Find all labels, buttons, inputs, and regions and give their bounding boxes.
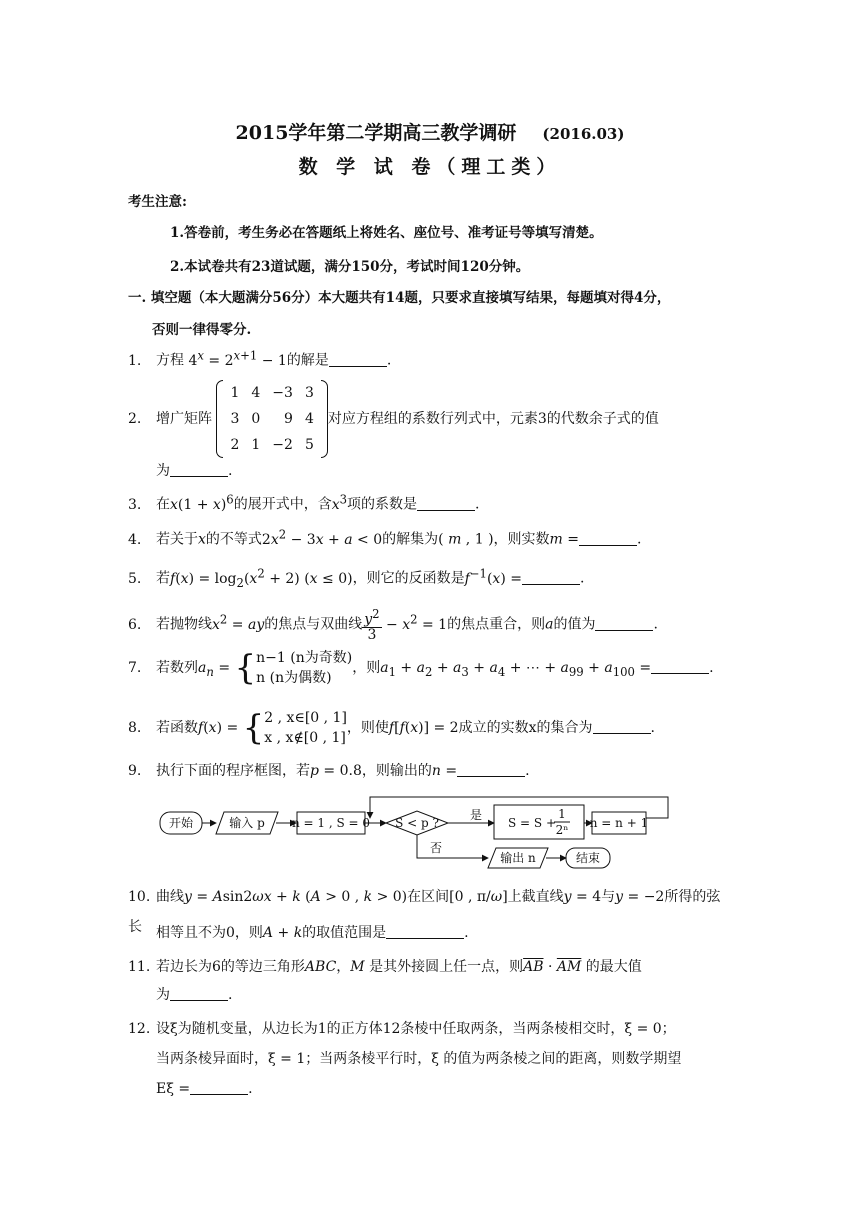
brace-icon: { xyxy=(234,648,257,688)
q8-function: f(x) = xyxy=(198,720,243,736)
output-label: 输出 n xyxy=(500,851,536,865)
question-number: 2. xyxy=(128,411,142,427)
question-number: 3. xyxy=(128,496,142,513)
q2-text-post: 对应方程组的系数行列式中，元素3的代数余子式的值 xyxy=(327,411,659,427)
answer-blank[interactable] xyxy=(457,760,525,777)
section-title-line1: 一. 填空题（本大题满分56分）本大题共有14题，只要求直接填写结果，每题填对得4分， xyxy=(128,290,671,306)
answer-blank[interactable] xyxy=(170,460,228,477)
q8-cases: 2 , x∈[0 , 1] x , x∉[0 , 1] xyxy=(264,710,347,746)
exam-title xyxy=(0,118,860,145)
q6-text-mid2: 的焦点重合，则 xyxy=(447,616,546,633)
question-10-line2: 相等且不为0，则A + k的取值范围是 . xyxy=(128,918,733,948)
q6-text-post: 的值为 xyxy=(553,616,596,633)
exam-date: (2016.03) xyxy=(542,125,625,143)
q12-line2: 当两条棱异面时，ξ = 1；当两条棱平行时，ξ 的值为两条棱之间的距离，则数学期望 xyxy=(156,1051,682,1067)
q10-text-mid3: 与 xyxy=(601,889,616,905)
section-title-line2: 否则一律得零分. xyxy=(152,322,252,338)
question-number: 1. xyxy=(128,352,142,369)
yes-label: 是 xyxy=(469,808,483,822)
q10-text: 曲线 xyxy=(156,889,184,905)
answer-blank[interactable] xyxy=(593,717,651,734)
q1-text-post: 的解是 xyxy=(286,352,329,369)
condition-label: S < p ? xyxy=(395,816,439,830)
q10-text-mid1: 在区间 xyxy=(407,889,450,905)
q4-formula: $2x^2 - 3x + a < 0$ xyxy=(261,527,383,548)
augmented-matrix: 1 4 −3 3 3 0 9 4 2 1 −2 5 xyxy=(216,380,327,458)
q10-text-mid4: 所得的弦长 xyxy=(128,889,721,935)
question-2 xyxy=(128,380,733,458)
q12-line1: 设ξ为随机变量，从边长为1的正方体12条棱中任取两条，当两条棱相交时，ξ = 0； xyxy=(156,1021,676,1037)
update-label: S = S + xyxy=(508,816,556,830)
q2-text: 增广矩阵 xyxy=(156,411,212,427)
q7-sequence: $a_n$ = xyxy=(198,660,235,679)
q4-text-mid2: 的解集为 xyxy=(382,531,439,548)
q1-formula: $4^x = 2^{x+1} - 1$ xyxy=(188,348,287,369)
q5-text-mid: ，则它的反函数是 xyxy=(352,570,465,587)
q5-inverse: $f^{-1}(x)$ = xyxy=(464,566,522,587)
q4-text: 若关于 xyxy=(156,531,198,548)
q1-text: 方程 xyxy=(156,352,184,369)
question-12-line2 xyxy=(128,1044,733,1074)
input-label: 输入 p xyxy=(229,816,265,830)
q6-text-mid1: 的焦点与双曲线 xyxy=(264,616,363,633)
q3-text-mid: 的展开式中，含 xyxy=(233,496,332,513)
q3-text: 在 xyxy=(156,496,170,513)
question-number: 12. xyxy=(128,1021,151,1037)
answer-blank[interactable] xyxy=(651,657,709,674)
exam-subtitle: 数 学 试 卷（理工类） xyxy=(298,156,562,178)
q10-line2: y = −2 xyxy=(615,889,665,905)
q9-text-mid: ，则输出的 xyxy=(361,763,432,779)
question-number: 4. xyxy=(128,531,142,548)
question-number: 6. xyxy=(128,616,142,633)
init-label: n = 1 , S = 0 xyxy=(291,816,371,830)
q6-parabola: $x^2$ = ay xyxy=(212,612,265,633)
question-7: 7. 若数列$a_n$ = { n−1 (n为奇数) n (n为偶数) ，则$a_1 + a_2 + a_3 + a_4$ + ⋯ + $a_{99} + a_{100}$ = . xyxy=(128,648,714,688)
loop-arrow xyxy=(370,797,668,818)
question-3: 3. 在$x(1 + x)^6$的展开式中，含$x^3$项的系数是 . xyxy=(128,484,733,520)
question-number: 11. xyxy=(128,959,151,975)
q5-formula: $f(x) = \log_2(x^2 + 2) (x \le 0)$ xyxy=(170,566,353,590)
no-branch-arrow xyxy=(417,835,488,858)
question-number: 10. xyxy=(128,889,151,905)
q7-cases: n−1 (n为奇数) n (n为偶数) xyxy=(256,650,353,686)
q10-line1: y = 4 xyxy=(563,889,602,905)
q11-text-mid1: ， xyxy=(336,959,351,975)
q6-text: 若抛物线 xyxy=(156,616,212,633)
end-label: 结束 xyxy=(575,851,601,865)
q4-text-mid3: ，则实数 xyxy=(493,531,550,548)
question-8: 8. 若函数f(x) = { 2 , x∈[0 , 1] x , x∉[0 , 1] ，则使f[f(x)] = 2成立的实数x的集合为 . xyxy=(128,708,655,748)
q9-text: 执行下面的程序框图，若 xyxy=(156,763,310,779)
question-9: 9. 执行下面的程序框图，若p = 0.8，则输出的n = . xyxy=(128,756,733,786)
q7-sum: $a_1 + a_2 + a_3 + a_4$ + ⋯ + $a_{99} + a_{100}$ = xyxy=(380,660,652,679)
answer-blank[interactable] xyxy=(386,922,464,939)
q8-formula: f[f(x)] = 2 xyxy=(388,720,459,736)
question-number: 7. xyxy=(128,660,142,676)
program-flowchart xyxy=(158,794,678,878)
q8-text: 若函数 xyxy=(156,720,198,736)
answer-blank[interactable] xyxy=(329,350,387,367)
question-number: 8. xyxy=(128,720,142,736)
q5-text: 若 xyxy=(156,570,170,587)
question-2-line2: 为 . xyxy=(128,456,733,486)
q8-text-mid: ，则使 xyxy=(346,720,389,736)
increment-label: n = n + 1 xyxy=(589,816,649,830)
question-11-line2: 为 . xyxy=(128,980,733,1010)
notice-item-1: 1.答卷前，考生务必在答题纸上将姓名、座位号、准考证号等填写清楚。 xyxy=(170,225,603,241)
notice-item-2: 2.本试卷共有23道试题，满分150分，考试时间120分钟。 xyxy=(170,259,530,275)
q12-line3: Eξ = xyxy=(156,1081,191,1097)
question-12-line3: Eξ = . xyxy=(128,1074,733,1104)
q11-text-post: 的最大值 xyxy=(585,959,642,975)
answer-blank[interactable] xyxy=(417,494,475,511)
question-11: 11. 若边长为6的等边三角形ABC，M 是其外接圆上任一点，则$\overline{AB} \cdot \overline{AM}$ 的最大值 xyxy=(128,952,733,982)
no-label: 否 xyxy=(429,841,443,855)
q7-text: 若数列 xyxy=(156,660,198,676)
answer-blank[interactable] xyxy=(170,984,228,1001)
answer-blank[interactable] xyxy=(190,1078,248,1095)
q10-interval: [0 , π/ω] xyxy=(449,889,508,905)
answer-blank[interactable] xyxy=(522,568,580,585)
question-1: 1. 方程 $4^x = 2^{x+1} - 1$的解是 . xyxy=(128,340,733,376)
start-label: 开始 xyxy=(168,816,194,830)
q7-text-post: ，则 xyxy=(352,660,381,676)
q11-text: 若边长为6的等边三角形 xyxy=(156,959,305,975)
q9-p: p = 0.8 xyxy=(310,763,362,779)
title-text: 2015学年第二学期高三教学调研 xyxy=(235,122,517,144)
q11-line2-text: 为 xyxy=(156,987,170,1003)
question-12 xyxy=(128,1014,733,1044)
question-4: 4. 若关于x的不等式$2x^2 - 3x + a < 0$的解集为( m , 1 )，则实数m = . xyxy=(128,519,733,555)
q4-text-post: = xyxy=(567,531,579,548)
question-5: 5. 若$f(x) = \log_2(x^2 + 2) (x \le 0)$，则它的反函数是$f^{-1}(x)$ = . xyxy=(128,558,733,597)
q11-text-mid2: 是其外接圆上任一点，则 xyxy=(369,959,524,975)
question-number: 5. xyxy=(128,570,142,587)
q3-text-post: 项的系数是 xyxy=(347,496,418,513)
q8-text-post: 成立的实数x的集合为 xyxy=(458,720,593,736)
fraction-denominator: 2ⁿ xyxy=(555,823,569,837)
answer-blank[interactable] xyxy=(579,529,637,546)
fraction-numerator: 1 xyxy=(558,807,566,821)
q4-interval: ( m , 1 ) xyxy=(438,531,494,548)
q10-text-post: 的取值范围是 xyxy=(302,925,387,941)
notice-heading: 考生注意: xyxy=(128,194,187,210)
q11-dot-product: $\overline{AB} \cdot \overline{AM}$ xyxy=(523,959,582,975)
brace-icon: { xyxy=(242,708,265,748)
q10-curve: y = Asin2ωx + k (A > 0 , k > 0) xyxy=(184,889,408,905)
q10-line2-text: 相等且不为0，则 xyxy=(156,925,263,941)
q3-formula: $x(1 + x)^6$ xyxy=(170,492,234,513)
q10-text-mid2: 上截直线 xyxy=(507,889,564,905)
q3-term: $x^3$ xyxy=(331,492,348,513)
q2-line2-text: 为 xyxy=(156,463,170,479)
answer-blank[interactable] xyxy=(595,614,653,631)
q6-hyperbola: $\frac{y^2}{3}$ − $x^2 = 1$ xyxy=(364,607,448,643)
q4-text-mid1: 的不等式 xyxy=(205,531,262,548)
question-6: 6. 若抛物线$x^2$ = ay的焦点与双曲线 $\frac{y^2}{3}$ − $x^2 = 1$的焦点重合，则a的值为 . xyxy=(128,607,658,643)
question-number: 9. xyxy=(128,763,142,779)
